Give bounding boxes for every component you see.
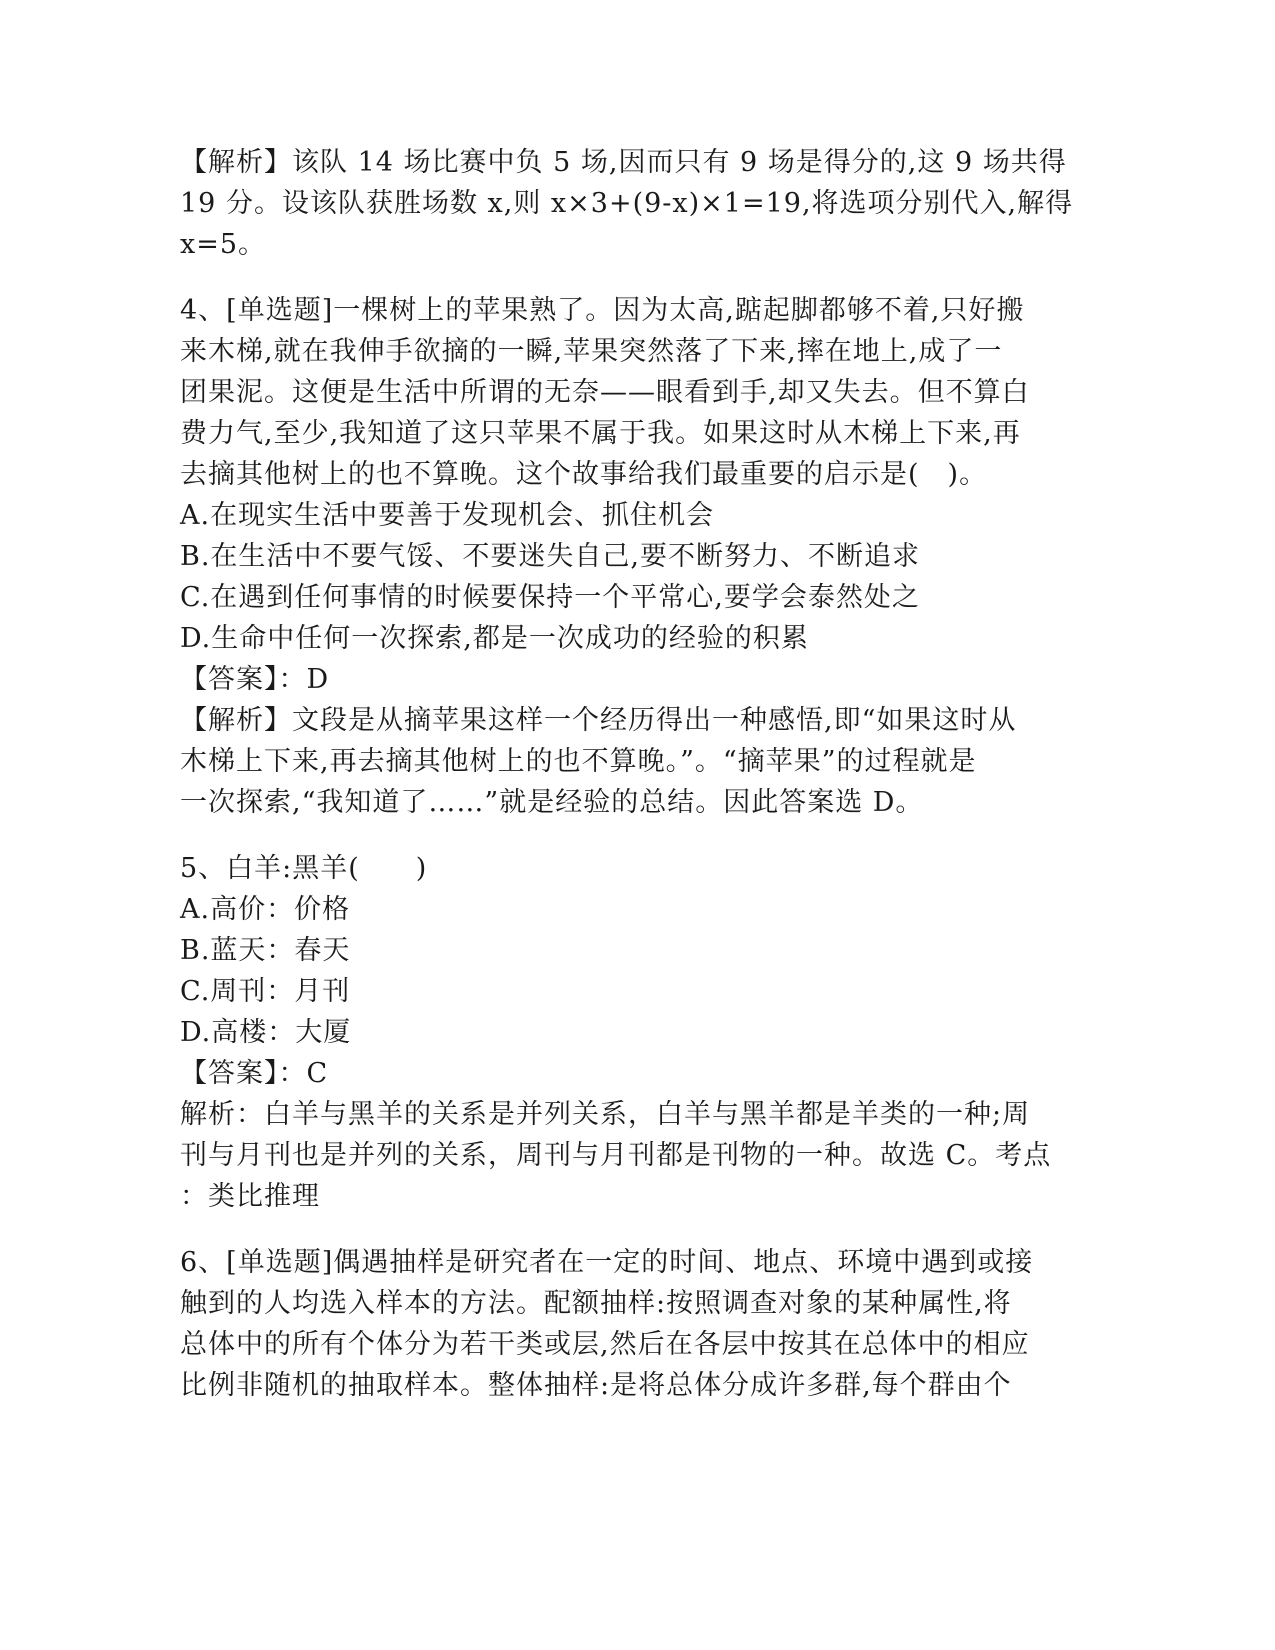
- analysis-line: 解析：白羊与黑羊的关系是并列关系，白羊与黑羊都是羊类的一种;周: [180, 1099, 1031, 1130]
- question-text-line: 触到的人均选入样本的方法。配额抽样:按照调查对象的某种属性,将: [180, 1288, 1012, 1319]
- question-text-line: 4、[单选题]一棵树上的苹果熟了。因为太高,踮起脚都够不着,只好搬: [180, 295, 1025, 326]
- answer-line: 【答案】：D: [180, 664, 330, 695]
- text-line: 【解析】该队 14 场比赛中负 5 场,因而只有 9 场是得分的,这 9 场共得: [180, 147, 1067, 178]
- paragraph-gap: [180, 823, 1080, 848]
- question-text-line: 5、白羊:黑羊( ): [180, 853, 428, 884]
- option-d: D.高楼：大厦: [180, 1017, 352, 1048]
- question-text-line: 来木梯,就在我伸手欲摘的一瞬,苹果突然落了下来,摔在地上,成了一: [180, 336, 1003, 367]
- q3-analysis-block: [180, 142, 1080, 265]
- option-a: A.高价：价格: [180, 894, 351, 925]
- analysis-line: ：类比推理: [180, 1181, 320, 1212]
- option-a: A.在现实生活中要善于发现机会、抓住机会: [180, 500, 715, 531]
- answer-line: 【答案】：C: [180, 1058, 329, 1089]
- question-text-line: 比例非随机的抽取样本。整体抽样:是将总体分成许多群,每个群由个: [180, 1370, 1012, 1401]
- analysis-line: 一次探索,“我知道了……”就是经验的总结。因此答案选 D。: [180, 787, 924, 818]
- question-text-line: 费力气,至少,我知道了这只苹果不属于我。如果这时从木梯上下来,再: [180, 418, 1021, 449]
- paragraph-gap: [180, 1217, 1080, 1242]
- option-d: D.生命中任何一次探索,都是一次成功的经验的积累: [180, 623, 809, 654]
- q5-block: [180, 848, 1080, 1217]
- question-text-line: 总体中的所有个体分为若干类或层,然后在各层中按其在总体中的相应: [180, 1329, 1030, 1360]
- document-content: [180, 142, 1080, 1406]
- question-text-line: 团果泥。这便是生活中所谓的无奈——眼看到手,却又失去。但不算白: [180, 377, 1030, 408]
- option-c: C.在遇到任何事情的时候要保持一个平常心,要学会泰然处之: [180, 582, 920, 613]
- question-text-line: 去摘其他树上的也不算晚。这个故事给我们最重要的启示是( )。: [180, 459, 988, 490]
- option-b: B.蓝天：春天: [180, 935, 351, 966]
- option-c: C.周刊：月刊: [180, 976, 351, 1007]
- question-text-line: 6、[单选题]偶遇抽样是研究者在一定的时间、地点、环境中遇到或接: [180, 1247, 1034, 1278]
- q4-block: [180, 290, 1080, 823]
- text-line: x=5。: [180, 229, 267, 260]
- option-b: B.在生活中不要气馁、不要迷失自己,要不断努力、不断追求: [180, 541, 921, 572]
- text-line: 19 分。设该队获胜场数 x,则 x×3+(9-x)×1=19,将选项分别代入,解得: [180, 188, 1074, 219]
- analysis-line: 刊与月刊也是并列的关系，周刊与月刊都是刊物的一种。故选 C。考点: [180, 1140, 1052, 1171]
- analysis-line: 【解析】文段是从摘苹果这样一个经历得出一种感悟,即“如果这时从: [180, 705, 1017, 736]
- paragraph-gap: [180, 265, 1080, 290]
- q6-block: [180, 1242, 1080, 1406]
- analysis-line: 木梯上下来,再去摘其他树上的也不算晚。”。“摘苹果”的过程就是: [180, 746, 977, 777]
